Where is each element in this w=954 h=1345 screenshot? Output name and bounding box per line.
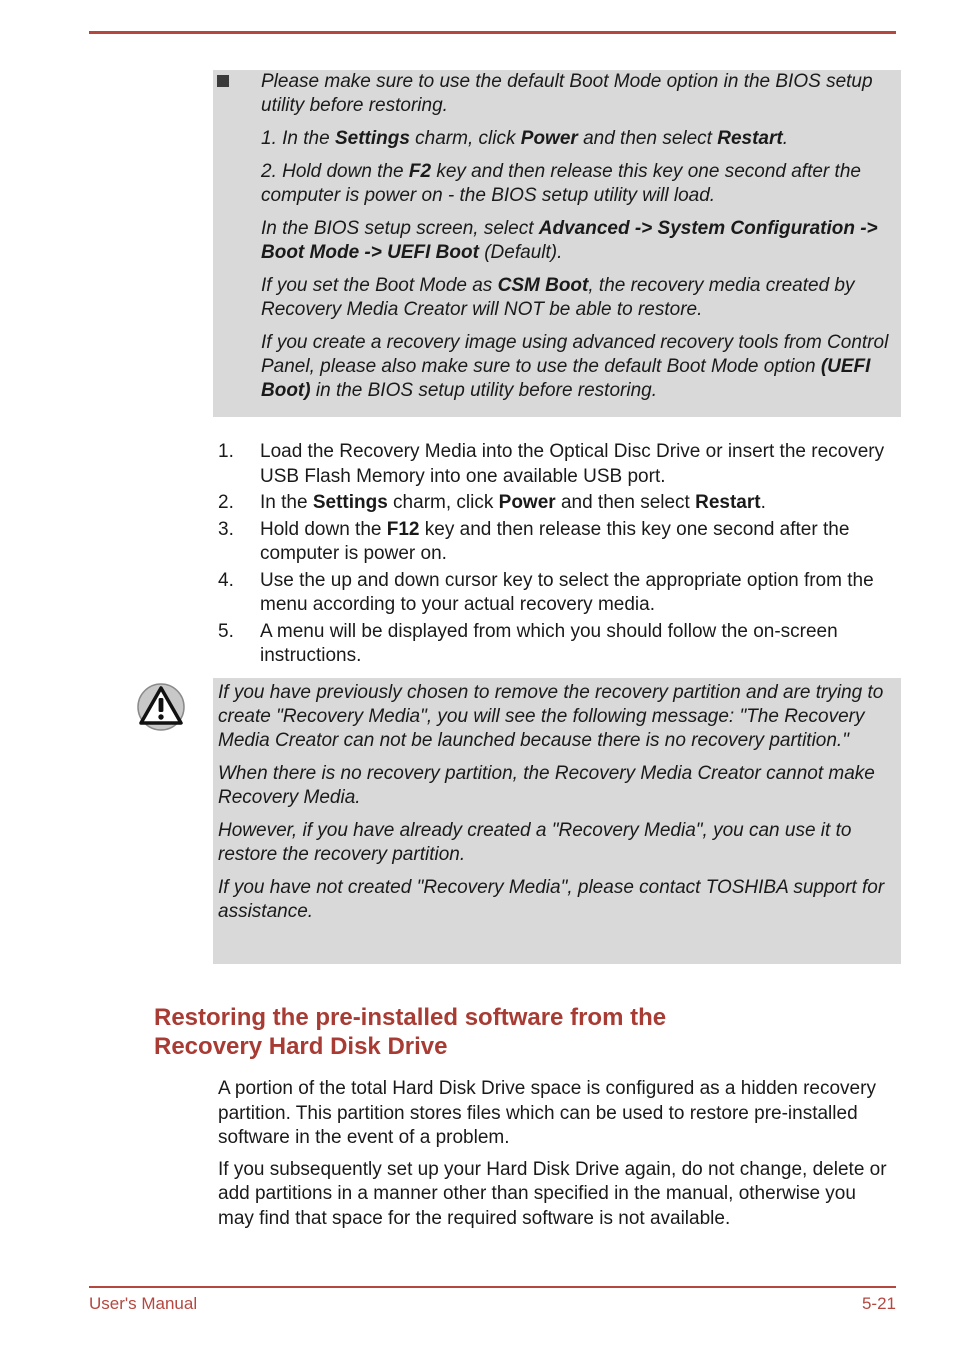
bios-note-text — [261, 70, 901, 412]
emphasis-text: CSM Boot — [497, 275, 589, 296]
body-paragraph: If you subsequently set up your Hard Disk Drive again, do not change, delete or add partitions in a manner other than specified in the manual, otherwise you may find that space for the required software is not available. — [218, 1158, 887, 1229]
text-run: key and then release this key one second after the computer is power on. — [260, 518, 850, 564]
square-bullet-icon — [217, 75, 229, 87]
text-run: charm, click — [387, 492, 499, 513]
list-item — [218, 620, 898, 669]
text-run: If you create a recovery image using advanced recovery tools from Control Panel, please also make sure to use the default Boot Mode option — [261, 332, 889, 377]
header-rule — [89, 31, 896, 34]
warning-icon — [136, 682, 186, 732]
note-paragraph: However, if you have already created a "Recovery Media", you can use it to restore the recovery partition. — [218, 820, 852, 865]
text-run: (Default). — [478, 242, 563, 263]
text-run: Load the Recovery Media into the Optical Disc Drive or insert the recovery USB Flash Memory into one available USB port. — [260, 441, 885, 487]
text-run: and then select — [555, 492, 696, 513]
text-run: In the BIOS setup screen, select — [261, 218, 539, 239]
list-item — [218, 491, 898, 516]
note-paragraph — [261, 70, 901, 118]
list-item — [218, 518, 898, 567]
text-run: and then select — [577, 128, 718, 149]
text-run: Hold down the — [260, 518, 387, 540]
section-heading-line1: Restoring the pre-installed software from the — [154, 1004, 667, 1031]
emphasis-text: (UEFI Boot) — [261, 356, 871, 401]
body-paragraph: A portion of the total Hard Disk Drive space is configured as a hidden recovery partition. This partition stores files which can be used to restore pre-installed software in the event of a problem. — [218, 1078, 876, 1148]
list-item — [218, 440, 898, 489]
emphasis-text: Restart — [695, 492, 761, 513]
section-body — [218, 1077, 888, 1238]
text-run: In the — [260, 492, 313, 513]
note-paragraph: If you have not created "Recovery Media", please contact TOSHIBA support for assistance. — [218, 877, 885, 922]
list-item — [218, 569, 898, 618]
text-run: in the BIOS setup utility before restoring. — [310, 380, 657, 401]
step-number: 3. — [218, 518, 234, 540]
note-paragraph — [261, 160, 901, 208]
emphasis-text: Power — [520, 128, 578, 149]
recovery-partition-note-text — [218, 681, 900, 933]
emphasis-text: Restart — [717, 128, 783, 149]
recovery-steps-list — [218, 440, 898, 671]
emphasis-text: F12 — [386, 518, 420, 540]
note-paragraph — [261, 331, 901, 403]
note-paragraph — [261, 217, 901, 265]
note-paragraph: When there is no recovery partition, the Recovery Media Creator cannot make Recovery Media. — [218, 763, 875, 808]
emphasis-text: Advanced -> System Configuration -> Boot Mode -> UEFI Boot — [261, 218, 878, 263]
note-paragraph — [261, 274, 901, 322]
text-run: . — [782, 128, 788, 149]
step-number: 5. — [218, 620, 234, 642]
text-run: 2. Hold down the — [261, 161, 409, 182]
section-heading-line2: Recovery Hard Disk Drive — [154, 1033, 448, 1060]
text-run: Please make sure to use the default Boot Mode option in the BIOS setup utility before restoring. — [261, 71, 873, 116]
emphasis-text: Power — [498, 492, 556, 513]
text-run: A menu will be displayed from which you should follow the on-screen instructions. — [260, 620, 838, 666]
note-paragraph: If you have previously chosen to remove the recovery partition and are trying to create "Recovery Media", you will see the following message: "The Recovery Media Creator can not be launched because there is no recovery partition." — [218, 682, 884, 751]
footer-manual-label: User's Manual — [89, 1294, 198, 1313]
text-run: If you set the Boot Mode as — [261, 275, 498, 296]
text-run: . — [760, 492, 766, 513]
section-heading — [154, 1003, 874, 1061]
step-number: 4. — [218, 569, 234, 591]
step-number: 1. — [218, 441, 234, 462]
emphasis-text: F2 — [408, 161, 432, 182]
text-run: key and then release this key one second after the computer is power on - the BIOS setup utility will load. — [261, 161, 861, 206]
note-paragraph — [261, 127, 901, 151]
text-run: 1. In the — [261, 128, 335, 149]
text-run: , the recovery media created by Recovery Media Creator will NOT be able to restore. — [261, 275, 855, 320]
emphasis-text: Settings — [312, 492, 388, 513]
text-run: Use the up and down cursor key to select the appropriate option from the menu according to your actual recovery media. — [260, 569, 874, 615]
text-run: charm, click — [409, 128, 521, 149]
step-number: 2. — [218, 492, 234, 513]
emphasis-text: Settings — [334, 128, 410, 149]
bios-note-box — [213, 70, 901, 417]
footer-page-number: 5-21 — [861, 1294, 896, 1313]
recovery-partition-note-box — [213, 678, 901, 964]
footer-rule — [89, 1286, 896, 1288]
